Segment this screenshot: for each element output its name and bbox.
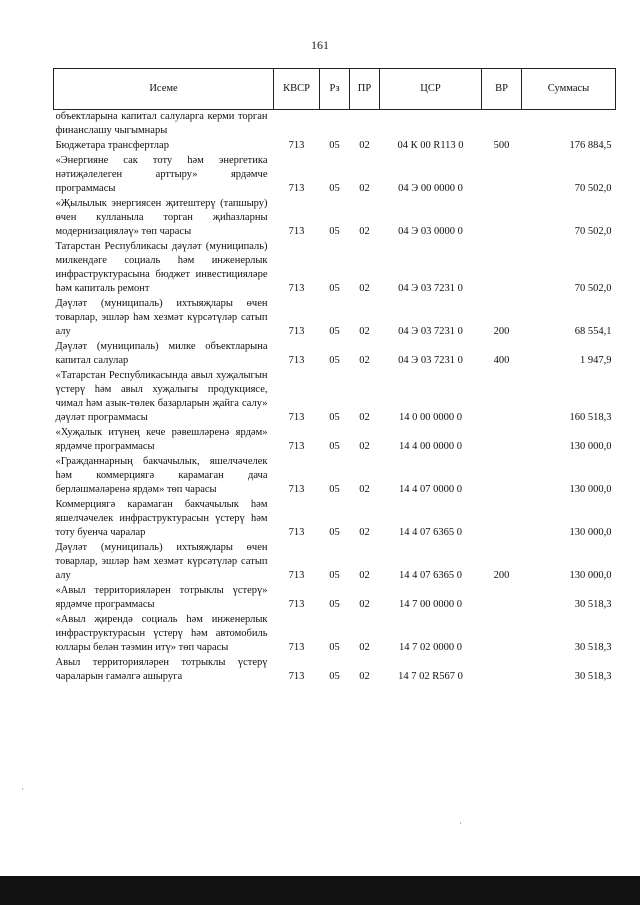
row-rz: 05 — [329, 441, 340, 452]
row-kvsr: 713 — [288, 226, 305, 237]
table-row — [54, 613, 616, 656]
row-rz: 05 — [329, 642, 340, 653]
row-name: объектларына капитал салуларга керми торган финанслашу чыгымнары — [55, 111, 268, 136]
row-rz: 05 — [329, 599, 340, 610]
row-pr: 02 — [359, 326, 370, 337]
row-name: «Хуҗалык итүнең кече рәвешләренә ярдәм» ярдәмче программасы — [55, 427, 268, 452]
row-pr: 02 — [359, 484, 370, 495]
row-csr: 04 Э 03 0000 0 — [398, 226, 463, 237]
table-row — [54, 240, 616, 297]
row-rz: 05 — [329, 283, 340, 294]
row-kvsr: 713 — [288, 671, 305, 682]
row-csr: 14 4 00 0000 0 — [399, 441, 462, 452]
table-row — [54, 139, 616, 154]
row-pr: 02 — [359, 226, 370, 237]
row-kvsr: 713 — [288, 599, 305, 610]
row-name: Дәүләт (муниципаль) ихтыяҗлары өчен товарлар, эшләр һәм хезмәт күрсәтүләр сатып алу — [55, 542, 268, 581]
table-body — [54, 110, 616, 686]
table-row — [54, 340, 616, 369]
row-pr: 02 — [359, 642, 370, 653]
row-kvsr: 713 — [288, 140, 305, 151]
row-vr — [482, 613, 522, 656]
row-pr: 02 — [359, 412, 370, 423]
row-csr: 14 0 00 0000 0 — [399, 412, 462, 423]
row-vr: 500 — [493, 140, 510, 151]
row-rz — [320, 110, 350, 140]
scan-speck — [460, 822, 461, 824]
row-name: Коммерциягә карамаган бакчачылык һәм яшелчәчелек инфраструктурасын үстерү һәм тоту буенча чаралар — [55, 499, 268, 538]
row-csr: 14 7 02 R567 0 — [398, 671, 463, 682]
row-vr — [482, 426, 522, 455]
table-row — [54, 498, 616, 541]
table-row — [54, 154, 616, 197]
row-vr — [482, 154, 522, 197]
row-rz: 05 — [329, 527, 340, 538]
row-vr: 200 — [493, 570, 510, 581]
row-csr: 14 4 07 0000 0 — [399, 484, 462, 495]
row-sum: 1 947,9 — [580, 355, 612, 366]
row-name: Татарстан Республикасы дәүләт (муниципаль) милкендәге социаль һәм инженерлык инфраструктурасына бюджет инвестицияләре һәм капиталь ремонт — [55, 241, 268, 294]
header-row — [54, 69, 616, 110]
row-csr: 04 К 00 R113 0 — [397, 140, 464, 151]
row-pr: 02 — [359, 570, 370, 581]
row-pr: 02 — [359, 140, 370, 151]
page-number: 161 — [311, 38, 329, 52]
header-sum: Суммасы — [522, 69, 616, 110]
row-rz: 05 — [329, 484, 340, 495]
table-row — [54, 584, 616, 613]
row-rz: 05 — [329, 412, 340, 423]
row-pr: 02 — [359, 527, 370, 538]
row-rz: 05 — [329, 326, 340, 337]
row-pr: 02 — [359, 355, 370, 366]
table-row — [54, 369, 616, 426]
row-sum: 160 518,3 — [569, 412, 612, 423]
row-name: Бюджетара трансфертлар — [55, 140, 169, 151]
row-sum: 176 884,5 — [569, 140, 612, 151]
row-csr: 14 7 00 0000 0 — [399, 599, 462, 610]
row-vr: 200 — [493, 326, 510, 337]
table-row — [54, 426, 616, 455]
row-rz: 05 — [329, 570, 340, 581]
row-kvsr: 713 — [288, 527, 305, 538]
row-name: «Авыл җирендә социаль һәм инженерлык инфраструктурасын үстерү һәм автомобиль юллары белән тәэмин итү» төп чарасы — [55, 614, 268, 653]
row-csr: 14 7 02 0000 0 — [399, 642, 462, 653]
row-name: «Гражданнарның бакчачылык, яшелчәчелек һәм коммерциягә карамаган дача берләшмәләренә ярдәм» төп чарасы — [55, 456, 268, 495]
row-name: Авыл территорияләрен тотрыклы үстерү чараларын гамәлгә ашыруга — [55, 657, 268, 682]
row-rz: 05 — [329, 183, 340, 194]
scan-bottom-edge — [0, 876, 640, 905]
header-rz: Рз — [320, 69, 350, 110]
row-csr: 14 4 07 6365 0 — [399, 527, 462, 538]
header-vr: ВР — [482, 69, 522, 110]
row-pr: 02 — [359, 283, 370, 294]
row-csr: 04 Э 03 7231 0 — [398, 283, 463, 294]
row-rz: 05 — [329, 226, 340, 237]
row-name: «Авыл территорияләрен тотрыклы үстерү» ярдәмче программасы — [55, 585, 268, 610]
header-name: Исеме — [54, 69, 274, 110]
row-csr: 04 Э 00 0000 0 — [398, 183, 463, 194]
row-sum: 130 000,0 — [569, 527, 612, 538]
row-name: Дәүләт (муниципаль) ихтыяҗлары өчен товарлар, эшләр һәм хезмәт күрсәтүләр сатып алу — [55, 298, 268, 337]
row-vr — [482, 110, 522, 140]
row-pr: 02 — [359, 671, 370, 682]
row-kvsr: 713 — [288, 642, 305, 653]
row-sum — [522, 110, 616, 140]
row-sum: 30 518,3 — [574, 671, 612, 682]
row-vr — [482, 498, 522, 541]
row-vr — [482, 197, 522, 240]
row-kvsr: 713 — [288, 326, 305, 337]
row-vr: 400 — [493, 355, 510, 366]
row-pr: 02 — [359, 599, 370, 610]
row-sum: 70 502,0 — [574, 183, 612, 194]
table-row — [54, 455, 616, 498]
table-header — [54, 69, 616, 110]
row-kvsr: 713 — [288, 412, 305, 423]
table-row — [54, 541, 616, 584]
row-kvsr: 713 — [288, 484, 305, 495]
row-vr — [482, 455, 522, 498]
row-csr — [380, 110, 482, 140]
row-kvsr — [274, 110, 320, 140]
row-rz: 05 — [329, 140, 340, 151]
row-sum: 30 518,3 — [574, 599, 612, 610]
table-row — [54, 656, 616, 685]
table-row — [54, 110, 616, 140]
row-rz: 05 — [329, 355, 340, 366]
row-pr: 02 — [359, 441, 370, 452]
row-kvsr: 713 — [288, 355, 305, 366]
row-csr: 04 Э 03 7231 0 — [398, 355, 463, 366]
row-vr — [482, 369, 522, 426]
row-vr — [482, 240, 522, 297]
row-vr — [482, 656, 522, 685]
row-pr — [350, 110, 380, 140]
header-csr: ЦСР — [380, 69, 482, 110]
row-sum: 30 518,3 — [574, 642, 612, 653]
row-name: «Энергияне сак тоту һәм энергетика нәтиҗәлелеген арттыру» ярдәмче программасы — [55, 155, 268, 194]
row-rz: 05 — [329, 671, 340, 682]
row-kvsr: 713 — [288, 283, 305, 294]
row-kvsr: 713 — [288, 183, 305, 194]
row-sum: 70 502,0 — [574, 283, 612, 294]
row-csr: 04 Э 03 7231 0 — [398, 326, 463, 337]
header-kvsr: КВСР — [274, 69, 320, 110]
table-row — [54, 297, 616, 340]
row-sum: 68 554,1 — [574, 326, 612, 337]
row-name: «Татарстан Республикасында авыл хуҗалыгын үстерү һәм авыл хуҗалыгы продукциясе, чимал һәм азык-төлек базарларын җайга салу» дәүләт программасы — [55, 370, 268, 423]
budget-table — [53, 68, 616, 685]
row-sum: 70 502,0 — [574, 226, 612, 237]
row-csr: 14 4 07 6365 0 — [399, 570, 462, 581]
row-sum: 130 000,0 — [569, 441, 612, 452]
row-kvsr: 713 — [288, 570, 305, 581]
row-sum: 130 000,0 — [569, 570, 612, 581]
row-name: Дәүләт (муниципаль) милке объектларына капитал салулар — [55, 341, 268, 366]
header-pr: ПР — [350, 69, 380, 110]
row-sum: 130 000,0 — [569, 484, 612, 495]
row-vr — [482, 584, 522, 613]
table-row — [54, 197, 616, 240]
row-kvsr: 713 — [288, 441, 305, 452]
row-pr: 02 — [359, 183, 370, 194]
row-name: «Җылылык энергиясен җитештерү (тапшыру) өчен кулланыла торган җиһазларны модернизацияләү» төп чарасы — [55, 198, 268, 237]
scan-speck — [22, 788, 23, 790]
